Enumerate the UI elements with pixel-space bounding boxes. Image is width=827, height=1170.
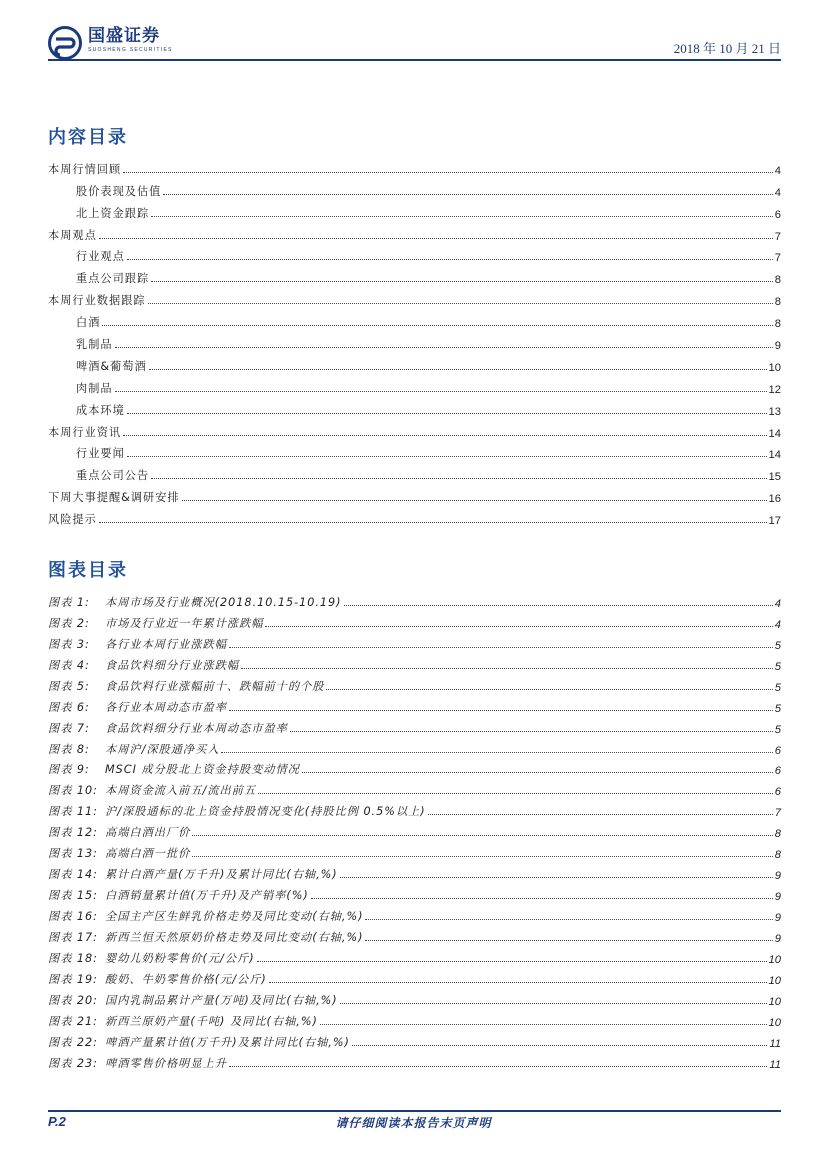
dot-leader	[151, 477, 766, 479]
figure-label: 本周沪/深股通净买入	[105, 742, 220, 756]
toc-entry-page: 8	[774, 274, 781, 287]
dot-leader	[257, 960, 767, 962]
toc-entry-label: 重点公司公告	[76, 469, 150, 483]
dot-leader	[269, 981, 767, 983]
header-divider	[48, 59, 781, 61]
dot-leader	[192, 855, 772, 857]
figure-label: 各行业本周动态市盈率	[105, 700, 227, 714]
toc-entry[interactable]	[48, 461, 781, 483]
figure-page: 9	[774, 912, 781, 924]
figure-entry[interactable]	[48, 757, 781, 778]
footer-divider	[48, 1110, 781, 1112]
toc-entry[interactable]	[48, 177, 781, 199]
figure-entry[interactable]	[48, 840, 781, 861]
figure-page: 5	[774, 681, 781, 694]
dot-leader	[99, 237, 773, 239]
figure-entry[interactable]	[48, 631, 781, 652]
figure-number: 图表 15:	[48, 889, 98, 903]
figure-entry[interactable]	[48, 610, 781, 631]
page-number: P.2	[48, 1114, 66, 1129]
toc-entry[interactable]	[48, 308, 781, 330]
figure-number: 图表 3:	[48, 637, 90, 651]
page-header	[48, 22, 781, 62]
figure-number: 图表 22:	[48, 1035, 98, 1049]
dot-leader	[265, 625, 772, 627]
toc-entry-label: 本周行业数据跟踪	[48, 294, 146, 308]
figure-label: 高端白酒一批价	[105, 847, 191, 861]
figure-number: 图表 16:	[48, 910, 98, 923]
figure-number: 图表 19:	[48, 972, 98, 986]
figure-entry[interactable]	[48, 589, 781, 610]
dot-leader	[127, 455, 767, 457]
figure-number: 图表 5:	[48, 679, 90, 693]
figure-number: 图表 14:	[48, 868, 98, 882]
dot-leader	[258, 792, 773, 794]
figure-entry[interactable]	[48, 694, 781, 715]
figure-entry[interactable]	[48, 777, 781, 798]
figure-page: 9	[774, 870, 781, 883]
dot-leader	[344, 604, 773, 606]
figure-page: 6	[774, 786, 781, 799]
toc-entry-page: 12	[768, 383, 781, 396]
dot-leader	[192, 834, 772, 836]
figure-page: 7	[774, 807, 781, 820]
figure-label: 累计白酒产量(万千升)及累计同比(右轴,%)	[105, 868, 338, 882]
toc-entry-label: 本周行情回顾	[48, 162, 122, 176]
figure-page: 5	[774, 660, 781, 673]
dot-leader	[163, 193, 772, 195]
toc-entry-label: 股价表现及估值	[76, 184, 162, 198]
dot-leader	[148, 302, 773, 304]
figure-label: 酸奶、牛奶零售价格(元/公斤)	[105, 972, 267, 986]
figure-page: 10	[768, 953, 781, 966]
figure-label: 市场及行业近一年累计涨跌幅	[105, 616, 264, 630]
toc-entry-page: 15	[768, 471, 781, 484]
figure-label: 啤酒产量累计值(万千升)及累计同比(右轴,%)	[105, 1035, 350, 1049]
figure-entry[interactable]	[48, 861, 781, 882]
toc-entry[interactable]	[48, 264, 781, 286]
figure-entry[interactable]	[48, 966, 781, 987]
toc-entry-page: 10	[768, 361, 781, 374]
toc-entry-label: 重点公司跟踪	[76, 272, 150, 286]
toc-entry-page: 6	[774, 208, 781, 221]
figure-page: 9	[774, 891, 781, 904]
figure-label: 啤酒零售价格明显上升	[105, 1056, 227, 1070]
figure-number: 图表 9:	[48, 763, 90, 777]
figure-label: 新西兰恒天然原奶价格走势及同比变动(右轴,%)	[105, 930, 364, 944]
toc-entry-page: 4	[774, 164, 781, 177]
figure-number: 图表 6:	[48, 700, 90, 714]
dot-leader	[326, 688, 772, 690]
figure-page: 10	[768, 995, 781, 1008]
dot-leader	[115, 390, 767, 392]
toc-entry-page: 8	[774, 296, 781, 309]
toc-entry[interactable]	[48, 374, 781, 396]
toc-entry[interactable]	[48, 330, 781, 352]
dot-leader	[115, 346, 773, 348]
disclaimer-note: 请仔细阅读本报告末页声明	[335, 1116, 492, 1130]
figure-number: 图表 4:	[48, 658, 90, 672]
figure-page: 10	[768, 974, 781, 987]
figure-entry[interactable]	[48, 798, 781, 819]
figure-number: 图表 8:	[48, 742, 90, 756]
toc-entry-label: 白酒	[76, 316, 101, 330]
toc-entry-page: 8	[774, 318, 781, 331]
figure-label: 婴幼儿奶粉零售价(元/公斤)	[105, 951, 255, 965]
contents-title: 内容目录	[48, 127, 128, 148]
dot-leader	[320, 1023, 767, 1025]
toc-entry-page: 7	[774, 230, 781, 243]
company-logo	[48, 26, 173, 60]
toc-entry-page: 13	[768, 405, 781, 418]
contents-list	[48, 155, 781, 527]
toc-entry[interactable]	[48, 155, 781, 177]
dot-leader	[311, 897, 773, 899]
figure-entry[interactable]	[48, 1008, 781, 1029]
figure-page: 10	[768, 1016, 781, 1029]
figure-number: 图表 1:	[48, 595, 90, 609]
logo-mark-icon	[48, 26, 82, 60]
figure-label: MSCI 成分股北上资金持股变动情况	[105, 763, 300, 777]
figure-entry[interactable]	[48, 652, 781, 673]
dot-leader	[123, 434, 766, 436]
figure-page: 5	[774, 702, 781, 715]
dot-leader	[151, 280, 773, 282]
figure-label: 国内乳制品累计产量(万吨)及同比(右轴,%)	[105, 993, 338, 1007]
dot-leader	[127, 412, 767, 414]
dot-leader	[352, 1044, 768, 1046]
figure-page: 11	[769, 1058, 781, 1071]
toc-entry-label: 北上资金跟踪	[76, 206, 150, 220]
figures-list	[48, 589, 781, 1071]
toc-entry-label: 本周观点	[48, 228, 97, 242]
figure-entry[interactable]	[48, 736, 781, 757]
figure-page: 9	[774, 932, 781, 945]
toc-entry[interactable]	[48, 396, 781, 418]
figure-page: 4	[774, 618, 781, 631]
figure-number: 图表 20:	[48, 993, 98, 1007]
toc-entry-page: 16	[768, 493, 781, 506]
toc-entry[interactable]	[48, 221, 781, 243]
toc-entry-page: 4	[774, 186, 781, 199]
toc-entry[interactable]	[48, 483, 781, 505]
toc-entry[interactable]	[48, 505, 781, 527]
dot-leader	[149, 368, 767, 370]
figures-title: 图表目录	[48, 560, 128, 581]
dot-leader	[229, 709, 773, 711]
figure-label: 各行业本周行业涨跌幅	[105, 637, 227, 651]
figure-label: 沪/深股通标的北上资金持股情况变化(持股比例 0.5%以上)	[105, 805, 426, 819]
toc-entry-label: 本周行业资讯	[48, 425, 122, 439]
figure-label: 高端白酒出厂价	[105, 826, 191, 840]
figure-number: 图表 23:	[48, 1056, 98, 1070]
figure-number: 图表 17:	[48, 930, 98, 944]
toc-entry-label: 下周大事提醒&调研安排	[48, 491, 180, 505]
toc-entry-page: 14	[768, 449, 781, 462]
figure-label: 全国主产区生鲜乳价格走势及同比变动(右轴,%)	[105, 910, 364, 923]
dot-leader	[102, 324, 772, 326]
dot-leader	[365, 939, 772, 941]
toc-entry-page: 17	[768, 515, 781, 528]
dot-leader	[428, 813, 773, 815]
toc-entry[interactable]	[48, 286, 781, 308]
figure-number: 图表 10:	[48, 784, 98, 798]
toc-entry[interactable]	[48, 418, 781, 440]
toc-entry-label: 风险提示	[48, 513, 97, 527]
toc-entry-page: 14	[768, 427, 781, 440]
figure-label: 食品饮料细分行业涨跌幅	[105, 658, 240, 672]
dot-leader	[340, 876, 773, 878]
dot-leader	[99, 521, 767, 523]
figure-number: 图表 12:	[48, 826, 98, 840]
figure-number: 图表 7:	[48, 721, 90, 735]
report-date: 2018 年 10 月 21 日	[673, 41, 781, 56]
dot-leader	[290, 730, 773, 732]
figure-page: 6	[774, 744, 781, 757]
figure-page: 4	[774, 597, 781, 610]
dot-leader	[340, 1002, 767, 1004]
figure-label: 新西兰原奶产量(千吨) 及同比(右轴,%)	[105, 1014, 318, 1028]
figure-label: 食品饮料行业涨幅前十、跌幅前十的个股	[105, 679, 325, 693]
toc-entry-label: 成本环境	[76, 403, 125, 417]
toc-entry-label: 肉制品	[76, 381, 113, 395]
figure-label: 本周资金流入前五/流出前五	[105, 784, 257, 798]
figure-label: 食品饮料细分行业本周动态市盈率	[105, 721, 288, 735]
figure-entry[interactable]	[48, 882, 781, 903]
toc-entry-label: 行业要闻	[76, 447, 125, 461]
toc-entry-label: 啤酒&葡萄酒	[76, 359, 147, 373]
toc-entry-page: 7	[774, 252, 781, 265]
figure-page: 11	[769, 1037, 781, 1050]
figure-entry[interactable]	[48, 1029, 781, 1050]
logo-chinese-name: 国盛证券	[88, 26, 160, 46]
figure-entry[interactable]	[48, 924, 781, 945]
dot-leader	[127, 258, 773, 260]
figure-entry[interactable]	[48, 903, 781, 924]
toc-entry[interactable]	[48, 243, 781, 265]
dot-leader	[229, 1065, 767, 1067]
toc-entry-label: 行业观点	[76, 250, 125, 264]
figure-label: 本周市场及行业概况(2018.10.15-10.19)	[105, 595, 342, 609]
figure-number: 图表 11:	[48, 805, 98, 819]
toc-entry[interactable]	[48, 352, 781, 374]
figure-entry[interactable]	[48, 673, 781, 694]
figure-entry[interactable]	[48, 715, 781, 736]
figure-page: 8	[774, 849, 781, 862]
figure-page: 5	[774, 723, 781, 736]
dot-leader	[229, 646, 773, 648]
toc-entry-label: 乳制品	[76, 338, 113, 352]
figure-number: 图表 2:	[48, 616, 90, 630]
figure-entry[interactable]	[48, 987, 781, 1008]
toc-entry-page: 9	[774, 340, 781, 353]
dot-leader	[241, 667, 773, 669]
dot-leader	[151, 215, 773, 217]
dot-leader	[123, 171, 773, 173]
dot-leader	[365, 918, 772, 920]
toc-entry[interactable]	[48, 199, 781, 221]
figure-entry[interactable]	[48, 1050, 781, 1071]
dot-leader	[302, 771, 773, 773]
toc-entry[interactable]	[48, 440, 781, 462]
logo-english-name: SUOSHENG SECURITIES	[88, 47, 173, 53]
figure-label: 白酒销量累计值(万千升)及产销率(%)	[105, 889, 309, 903]
figure-number: 图表 21:	[48, 1014, 98, 1028]
figure-entry[interactable]	[48, 819, 781, 840]
figure-entry[interactable]	[48, 945, 781, 966]
dot-leader	[221, 751, 772, 753]
figure-number: 图表 18:	[48, 951, 98, 965]
figure-page: 5	[774, 639, 781, 652]
figure-page: 6	[774, 765, 781, 778]
figure-page: 8	[774, 828, 781, 841]
dot-leader	[182, 499, 767, 501]
figure-number: 图表 13:	[48, 847, 98, 861]
